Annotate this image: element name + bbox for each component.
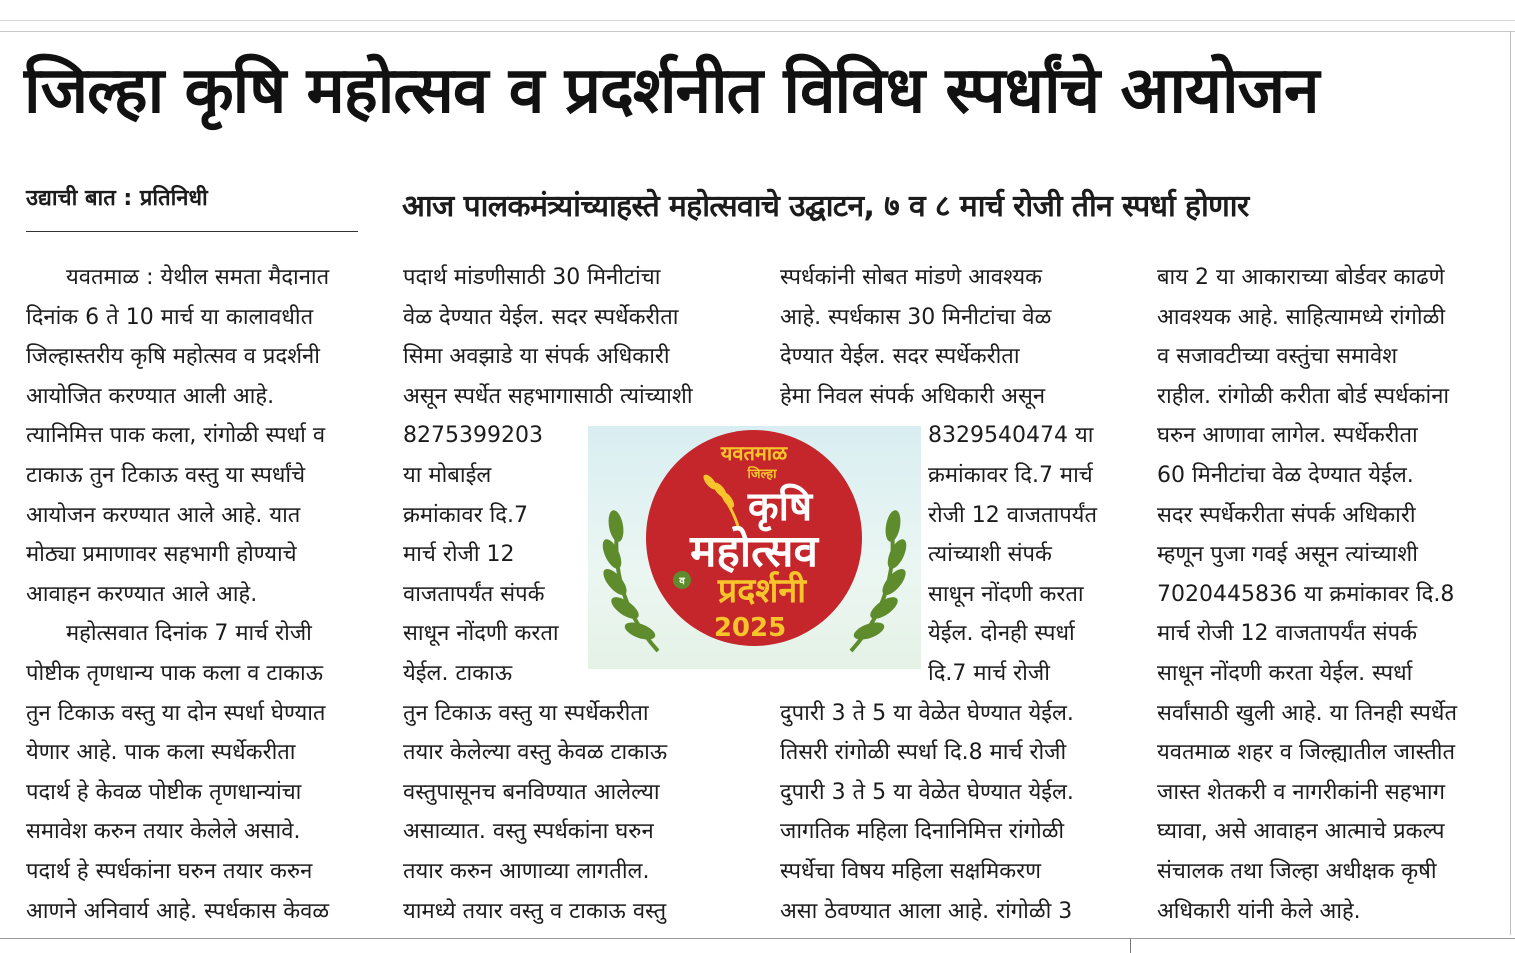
right-column-rule [1510, 31, 1511, 935]
column-line: हेमा निवल संपर्क अधिकारी असून [780, 383, 1046, 409]
column-line: अधिकारी यांनी केले आहे. [1157, 898, 1361, 924]
column-line: असा ठेवण्यात आला आहे. रांगोळी 3 [780, 898, 1073, 924]
column-line: यवतमाळ शहर व जिल्ह्यातील जास्तीत [1157, 740, 1455, 766]
column-line: तुन टिकाऊ वस्तु या दोन स्पर्धा घेण्यात [26, 700, 326, 726]
column-line: येणार आहे. पाक कला स्पर्धेकरीता [26, 740, 296, 766]
column-line: रोजी 12 वाजतापर्यंत [928, 502, 1097, 528]
column-line: घरुन आणावा लागेल. स्पर्धेकरीता [1157, 423, 1418, 449]
column-line: 7020445836 या क्रमांकावर दि.8 [1157, 581, 1455, 607]
column-line: येईल. टाकाऊ [403, 660, 513, 686]
column-line: आयोजन करण्यात आले आहे. यात [26, 502, 301, 528]
column-line: 8329540474 या [928, 423, 1094, 449]
column-line: समावेश करुन तयार केलेले असावे. [26, 819, 301, 845]
column-line: असून स्पर्धेत सहभागासाठी त्यांच्याशी [403, 383, 693, 409]
column-line: पदार्थ हे केवळ पोष्टीक तृणधान्यांचा [26, 779, 302, 805]
article-subheadline: आज पालकमंत्र्यांच्याहस्ते महोत्सवाचे उद्घाटन, ७ व ८ मार्च रोजी तीन स्पर्धा होणार [402, 189, 1249, 224]
column-line: तिसरी रांगोळी स्पर्धा दि.8 मार्च रोजी [780, 740, 1067, 766]
column-line: वाजतापर्यंत संपर्क [403, 581, 545, 607]
column-line: देण्यात येईल. सदर स्पर्धेकरीता [780, 344, 1020, 370]
column-line: टाकाऊ तुन टिकाऊ वस्तु या स्पर्धांचे [26, 462, 306, 488]
column-line: सर्वांसाठी खुली आहे. या तिनही स्पर्धेत [1157, 700, 1457, 726]
column-line: स्पर्धेचा विषय महिला सक्षमिकरण [780, 858, 1042, 884]
column-line: व सजावटीच्या वस्तुंचा समावेश [1157, 344, 1398, 370]
logo-krushi-text: कृषि [747, 484, 813, 530]
logo-mahotsav-text: महोत्सव [690, 526, 818, 577]
column-line: दुपारी 3 ते 5 या वेळेत घेण्यात येईल. [780, 779, 1074, 805]
article-column-1 [26, 258, 358, 931]
logo-district-name: यवतमाळ [720, 441, 788, 465]
column-line: राहील. रांगोळी करीता बोर्ड स्पर्धकांना [1157, 383, 1450, 409]
column-line: त्यांच्याशी संपर्क [928, 542, 1052, 568]
column-line: येईल. दोनही स्पर्धा [928, 621, 1075, 647]
bottom-rule [0, 938, 1515, 939]
column-line: जागतिक महिला दिनानिमित्त रांगोळी [780, 819, 1065, 845]
top-rule [0, 20, 1515, 21]
column-line: पदार्थ मांडणीसाठी 30 मिनीटांचा [403, 265, 661, 290]
column-line: तयार केलेल्या वस्तु केवळ टाकाऊ [403, 740, 668, 766]
column-line: वस्तुपासूनच बनविण्यात आलेल्या [403, 779, 660, 805]
column-line: तयार करुन आणाव्या लागतील. [403, 858, 650, 884]
top-rule-secondary [0, 31, 1515, 32]
column-line: क्रमांकावर दि.7 [403, 502, 528, 528]
column-line: मोठ्या प्रमाणावर सहभागी होण्याचे [26, 542, 297, 568]
article-column-4 [1157, 258, 1489, 931]
column-line: पदार्थ हे स्पर्धकांना घरुन तयार करुन [26, 858, 313, 884]
column-line: मार्च रोजी 12 [403, 542, 515, 568]
column-line: त्यानिमित्त पाक कला, रांगोळी स्पर्धा व [26, 423, 326, 449]
festival-logo-graphic [588, 426, 921, 669]
column-line: यवतमाळ : येथील समता मैदानात [66, 265, 330, 290]
column-line: सदर स्पर्धेकरीता संपर्क अधिकारी [1157, 502, 1416, 528]
column-line: साधून नोंदणी करता येईल. स्पर्धा [1157, 660, 1413, 686]
article-byline: उद्याची बात : प्रतिनिधी [26, 186, 208, 211]
column-line: 8275399203 [403, 423, 543, 449]
bottom-tick-mark [1130, 939, 1131, 953]
logo-connector-text: व [679, 576, 685, 587]
festival-logo-image [588, 426, 921, 669]
logo-pradarshani-text: प्रदर्शनी [717, 571, 807, 611]
column-line: तुन टिकाऊ वस्तु या स्पर्धेकरीता [403, 700, 649, 726]
column-line: आयोजित करण्यात आली आहे. [26, 383, 275, 409]
logo-district-label: जिल्हा [747, 467, 777, 482]
column-line: साधून नोंदणी करता [928, 581, 1084, 607]
column-line: या मोबाईल [403, 462, 492, 488]
column-line: 60 मिनीटांचा वेळ देण्यात येईल. [1157, 462, 1414, 488]
column-line: स्पर्धकांनी सोबत मांडणे आवश्यक [780, 265, 1042, 290]
column-line: घ्यावा, असे आवाहन आत्माचे प्रकल्प [1157, 819, 1445, 845]
column-line: मार्च रोजी 12 वाजतापर्यंत संपर्क [1157, 621, 1418, 647]
article-headline: जिल्हा कृषि महोत्सव व प्रदर्शनीत विविध स्पर्धांचे आयोजन [24, 54, 1319, 128]
column-line: जिल्हास्तरीय कृषि महोत्सव व प्रदर्शनी [26, 344, 320, 370]
column-line: आवश्यक आहे. साहित्यामध्ये रांगोळी [1157, 304, 1446, 330]
column-line: साधून नोंदणी करता [403, 621, 559, 647]
column-line: आहे. स्पर्धकास 30 मिनीटांचा वेळ [780, 304, 1052, 330]
column-line: बाय 2 या आकाराच्या बोर्डवर काढणे [1157, 265, 1445, 290]
column-line: आणने अनिवार्य आहे. स्पर्धकास केवळ [26, 898, 330, 924]
column-line: दुपारी 3 ते 5 या वेळेत घेण्यात येईल. [780, 700, 1074, 726]
logo-year-text: 2025 [713, 613, 787, 643]
column-line: संचालक तथा जिल्हा अधीक्षक कृषी [1157, 858, 1437, 884]
byline-underline [26, 231, 358, 232]
column-line: दिनांक 6 ते 10 मार्च या कालावधीत [26, 304, 314, 330]
column-line: क्रमांकावर दि.7 मार्च [928, 462, 1093, 488]
column-line: वेळ देण्यात येईल. सदर स्पर्धेकरीता [403, 304, 679, 330]
column-line: यामध्ये तयार वस्तु व टाकाऊ वस्तु [403, 898, 667, 924]
column-line: असाव्यात. वस्तु स्पर्धकांना घरुन [403, 819, 654, 845]
column-line: सिमा अवझाडे या संपर्क अधिकारी [403, 344, 670, 370]
column-line: महोत्सवात दिनांक 7 मार्च रोजी [66, 621, 312, 647]
column-line: आवाहन करण्यात आले आहे. [26, 581, 258, 607]
column-line: दि.7 मार्च रोजी [928, 660, 1050, 686]
column-line: पोष्टीक तृणधान्य पाक कला व टाकाऊ [26, 660, 324, 686]
column-line: जास्त शेतकरी व नागरीकांनी सहभाग [1157, 779, 1446, 805]
column-line: म्हणून पुजा गवई असून त्यांच्याशी [1157, 542, 1418, 568]
